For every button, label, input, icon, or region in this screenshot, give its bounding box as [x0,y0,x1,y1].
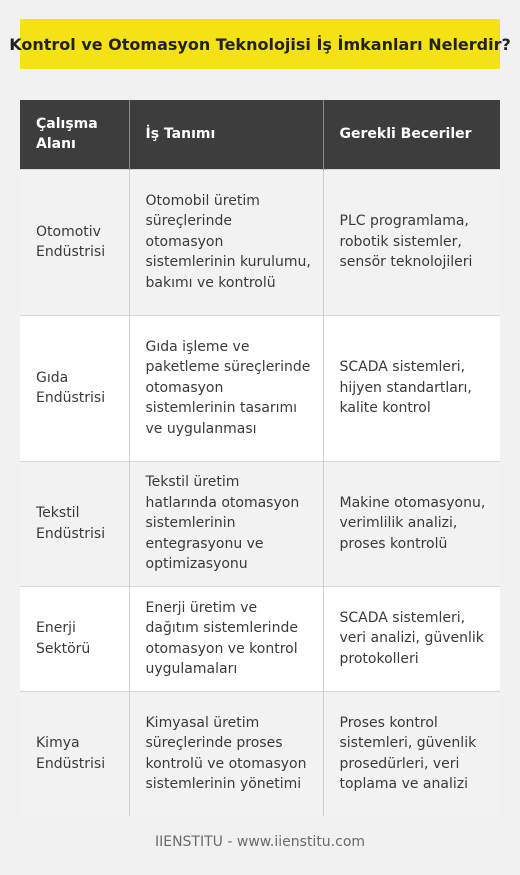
column-header-area: Çalışma Alanı [20,100,129,169]
cell-description: Otomobil üretim süreçlerinde otomasyon sistemlerinin kurulumu, bakımı ve kontrolü [129,169,323,315]
cell-area: Tekstil Endüstrisi [20,461,129,586]
cell-description: Gıda işleme ve paketleme süreçlerinde otomasyon sistemlerinin tasarımı ve uygulanması [129,315,323,461]
table-row [20,169,500,315]
table-row [20,315,500,461]
table-row [20,691,500,816]
cell-area: Otomotiv Endüstrisi [20,169,129,315]
cell-description: Tekstil üretim hatlarında otomasyon sistemlerinin entegrasyonu ve optimizasyonu [129,461,323,586]
cell-skills: SCADA sistemleri, veri analizi, güvenlik protokolleri [323,586,500,691]
cell-skills: PLC programlama, robotik sistemler, sensör teknolojileri [323,169,500,315]
title-banner [9,19,511,69]
cell-description: Enerji üretim ve dağıtım sistemlerinde otomasyon ve kontrol uygulamaları [129,586,323,691]
cell-area: Gıda Endüstrisi [20,315,129,461]
cell-area: Kimya Endüstrisi [20,691,129,816]
table-row [20,461,500,586]
cell-skills: Proses kontrol sistemleri, güvenlik prosedürleri, veri toplama ve analizi [323,691,500,816]
job-opportunities-table [20,100,500,816]
footer-credit: IIENSTITU - www.iienstitu.com [154,834,366,850]
cell-area: Enerji Sektörü [20,586,129,691]
cell-skills: Makine otomasyonu, verimlilik analizi, proses kontrolü [323,461,500,586]
table-header-row [20,100,500,169]
cell-description: Kimyasal üretim süreçlerinde proses kontrolü ve otomasyon sistemlerinin yönetimi [129,691,323,816]
column-header-description: İş Tanımı [129,100,323,169]
page-title: Kontrol ve Otomasyon Teknolojisi İş İmkanları Nelerdir? [9,34,511,54]
column-header-skills: Gerekli Beceriler [323,100,500,169]
table-row [20,586,500,691]
cell-skills: SCADA sistemleri, hijyen standartları, kalite kontrol [323,315,500,461]
